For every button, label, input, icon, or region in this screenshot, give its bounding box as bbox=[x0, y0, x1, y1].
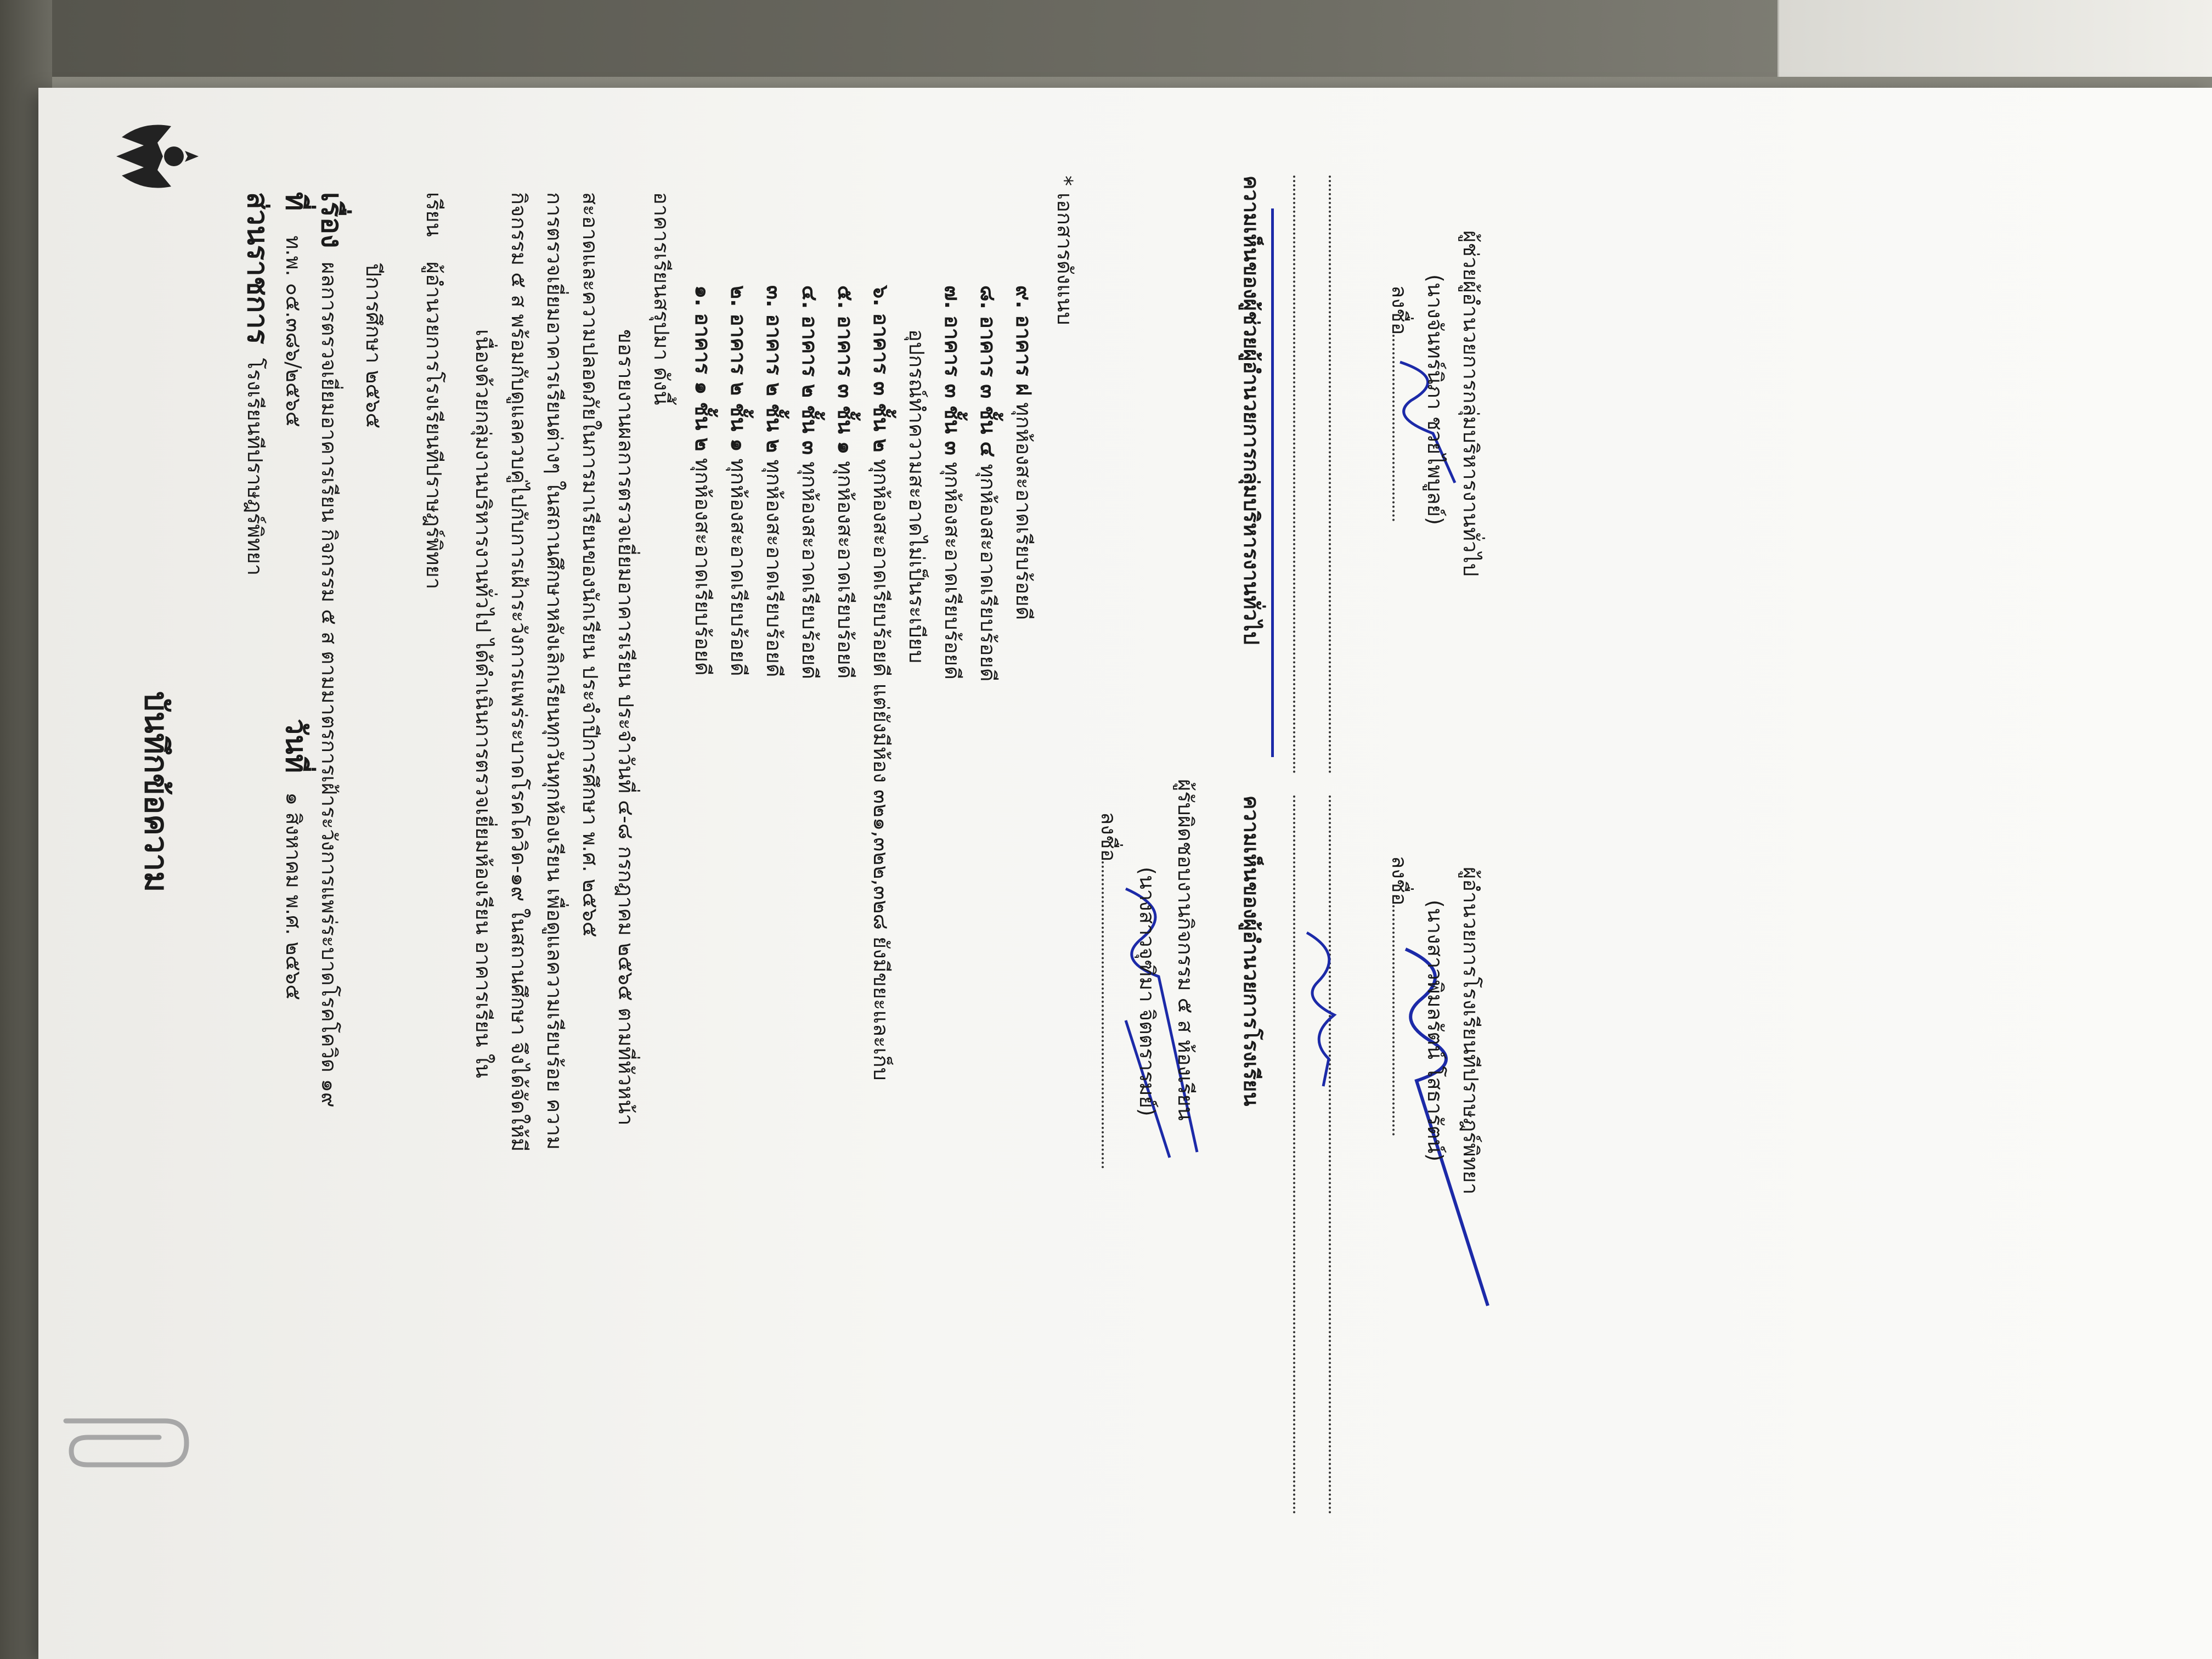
item-text: ทุกห้องสะอาดเรียบร้อยดี bbox=[833, 461, 857, 679]
item-number: ๔. bbox=[798, 285, 822, 309]
opinion-left-name: (นางจันทร์นิภา ชวยไพบูลย์) bbox=[1423, 274, 1447, 525]
list-item bbox=[722, 285, 755, 676]
list-item bbox=[1007, 285, 1041, 620]
item-building: อาคาร ๓ ชั้น ๑ bbox=[833, 315, 857, 455]
opinion-left-heading: ความเห็นของผู้ช่วยผู้อำนวยการกลุ่มบริหารงานทั่วไป bbox=[1239, 176, 1263, 645]
item-text: ทุกห้องสะอาดเรียบร้อยดี bbox=[762, 459, 786, 678]
memo-heading: บันทึกข้อความ bbox=[138, 691, 175, 893]
opinion-right-line bbox=[1327, 795, 1337, 1514]
to-value: ผู้อำนวยการโรงเรียนทีปราษฎร์พิทยา bbox=[422, 261, 446, 590]
item-number: ๕. bbox=[833, 285, 857, 309]
to-label: เรียน bbox=[422, 192, 446, 237]
signature-prefix: ลงชื่อ bbox=[1097, 812, 1121, 862]
signer-position: ผู้รับผิดชอบงานกิจกรรม ๕ ส ห้องเรียน bbox=[1173, 779, 1198, 1121]
body-line: เนื่องด้วยกลุ่มงานบริหารงานทั่วไป ได้ดำเนินการตรวจเยี่ยมห้องเรียน อาคารเรียน ใน bbox=[471, 329, 495, 1079]
item-building: อาคาร ๒ ชั้น ๑ bbox=[726, 313, 751, 452]
body-line: ขอรายงานผลการตรวจเยี่ยมอาคารเรียน ประจำวันที่ ๔-๘ กรกฎาคม ๒๕๖๕ ตามที่หัวหน้า bbox=[614, 329, 638, 1126]
item-building: อาคาร ๓ ชั้น ๓ bbox=[940, 315, 964, 455]
item-text: ทุกห้องสะอาดเรียบร้อยดี bbox=[1012, 402, 1036, 620]
item-number: ๒. bbox=[726, 285, 751, 307]
garuda-emblem-icon bbox=[111, 115, 204, 198]
item-number: ๓. bbox=[762, 285, 786, 308]
item-text: ทุกห้องสะอาดเรียบร้อยดี bbox=[940, 461, 964, 680]
item-number: ๘. bbox=[976, 285, 1000, 309]
attachment-note: * เอกสารดังแนบ bbox=[1053, 176, 1077, 325]
subject-line-1: ผลการตรวจเยี่ยมอาคารเรียน กิจกรรม ๕ ส ตามมาตรการเฝ้าระวังการแพร่ระบาดโรคโควิด ๑๙ bbox=[317, 262, 341, 1108]
list-item bbox=[758, 285, 791, 677]
date-value: ๑ สิงหาคม พ.ศ. ๒๕๖๕ bbox=[281, 792, 306, 1001]
opinion-right-prefix: ลงชื่อ bbox=[1387, 856, 1412, 906]
item-building: อาคาร ๓ ชั้น ๔ bbox=[976, 315, 1000, 458]
item-building: อาคาร ๒ ชั้น ๒ bbox=[762, 314, 786, 453]
list-item bbox=[829, 285, 862, 679]
opinion-right-name: (นางสาวพิมลรัตน์ โสธารัตน์) bbox=[1423, 900, 1447, 1162]
date-label: วันที่ bbox=[279, 719, 312, 774]
item-number: ๑. bbox=[691, 285, 715, 307]
ref-label: ที่ bbox=[279, 192, 312, 211]
item-text: อุปกรณ์ทำความสะอาดไม่เป็นระเบียบ bbox=[905, 329, 929, 664]
list-item bbox=[936, 285, 969, 680]
list-item bbox=[900, 329, 934, 663]
body-line: กิจกรรม ๕ ส พร้อมกับดูแลควบคู่ไปกับการเฝ้าระวังการแพร่ระบาดโรคโควิด-๑๙ ในสถานศึกษา จึงได้จัดให้มี bbox=[507, 192, 531, 1152]
subject-line-2: ปีการศึกษา ๒๕๖๕ bbox=[362, 263, 386, 429]
agency-label: ส่วนราชการ bbox=[241, 192, 274, 345]
opinion-right-heading: ความเห็นของผู้อำนวยการโรงเรียน bbox=[1239, 795, 1263, 1107]
signer-name: (นางสาวจุฑิมา จิตตรารมย์) bbox=[1135, 867, 1159, 1116]
opinion-left-position: ผู้ช่วยผู้อำนวยการกลุ่มบริหารงานทั่วไป bbox=[1459, 230, 1483, 577]
director-approval-scribble bbox=[1290, 922, 1356, 1097]
list-item bbox=[972, 285, 1005, 681]
item-text: ทุกห้องสะอาดเรียบร้อยดี bbox=[691, 458, 715, 676]
item-building: อาคาร ๒ ชั้น ๓ bbox=[798, 315, 822, 455]
list-item bbox=[686, 285, 720, 676]
body-line: สะอาดและความปลอดภัยในการมาเรียนของนักเรียน ประจำปีการศึกษา พ.ศ. ๒๕๖๕ bbox=[578, 192, 602, 938]
item-building: อาคาร ๓ ชั้น ๒ bbox=[869, 313, 893, 453]
item-text: ทุกห้องสะอาดเรียบร้อยดี bbox=[726, 458, 751, 676]
opinion-right-position: ผู้อำนวยการโรงเรียนทีปราษฎร์พิทยา bbox=[1459, 867, 1483, 1195]
list-item bbox=[793, 285, 827, 679]
item-building: อาคาร ฝ bbox=[1012, 315, 1036, 396]
subject-row bbox=[309, 192, 355, 1108]
handwritten-comment bbox=[1271, 208, 1334, 757]
opinion-left-prefix: ลงชื่อ bbox=[1387, 285, 1412, 335]
to-row bbox=[417, 192, 451, 589]
item-number: ๖. bbox=[869, 285, 893, 307]
item-building: อาคาร ๑ ชั้น ๒ bbox=[691, 313, 715, 452]
item-text: ทุกห้องสะอาดเรียบร้อยดี bbox=[798, 461, 822, 680]
item-text: ทุกห้องสะอาดเรียบร้อยดี bbox=[976, 464, 1000, 682]
opinion-right-line bbox=[1291, 795, 1301, 1514]
item-number: ๙. bbox=[1012, 285, 1036, 309]
subject-label: เรื่อง bbox=[315, 192, 348, 249]
item-text: ทุกห้องสะอาดเรียบร้อยดี แต่ยังมีห้อง ๓๒๑,๓๒๒,๓๒๘ ยังมีขยะและเก็บ bbox=[869, 459, 893, 1081]
ref-value: ท.พ. ๐๕.๓๘๖/๒๕๖๕ bbox=[281, 235, 306, 427]
body-line: การตรวจเยี่ยมอาคารเรียนต่างๆ ในสถานศึกษาหลังเลิกเรียนทุกวันทุกห้องเรียน เพื่อดูแลความเรียบร้อย ความ bbox=[543, 192, 567, 1150]
item-number: ๗. bbox=[940, 285, 964, 309]
agency-value: โรงเรียนทีปราษฎร์พิทยา bbox=[243, 358, 267, 576]
body-line: อาคารเรียนสรุปมา ดังนี้ bbox=[650, 192, 674, 405]
list-item bbox=[865, 285, 898, 1081]
